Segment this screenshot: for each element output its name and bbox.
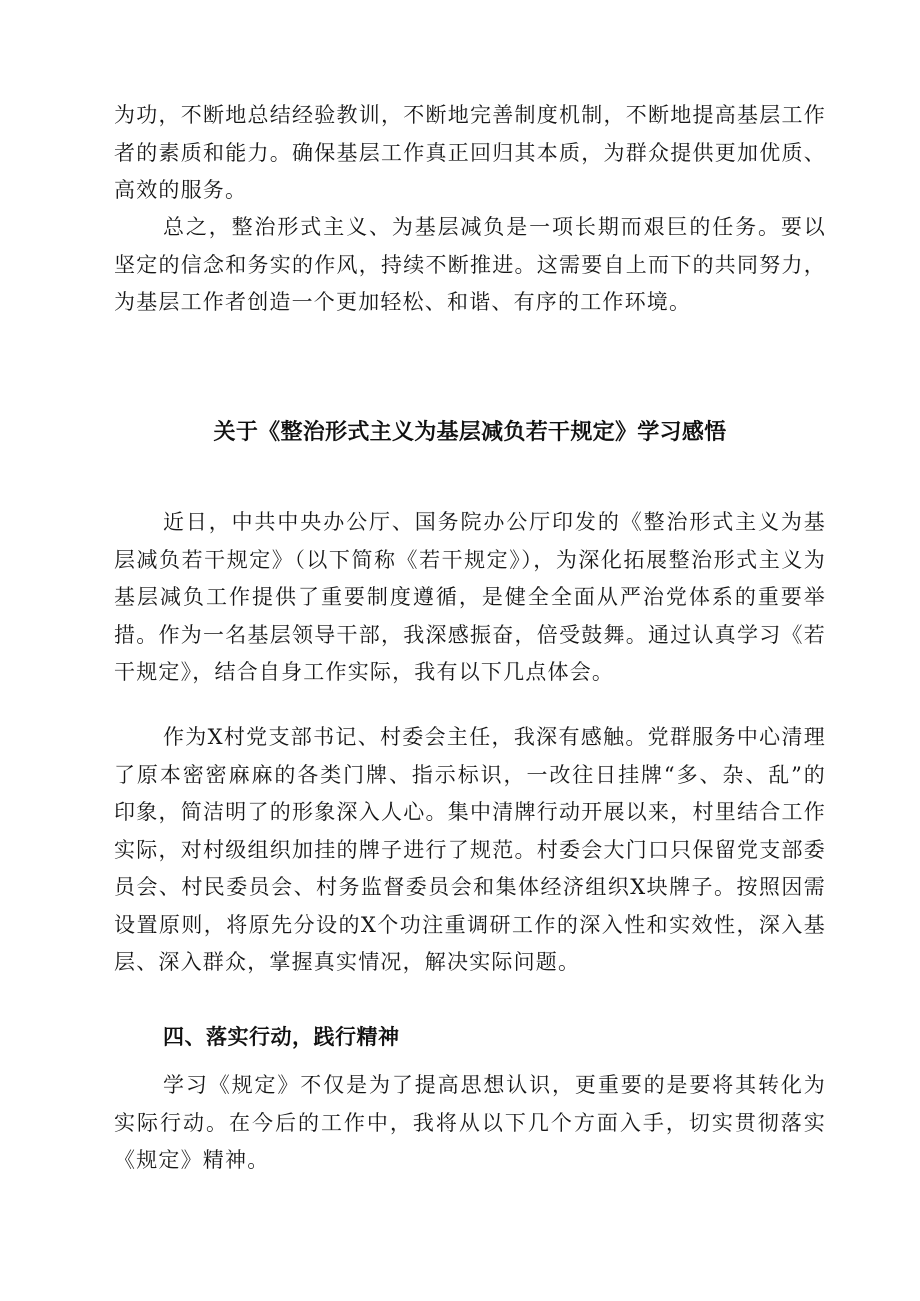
section-heading: 四、落实行动，践行精神	[163, 1025, 400, 1049]
article-title: 关于《整治形式主义为基层减负若干规定》学习感悟	[213, 420, 727, 445]
intro-paragraph: 近日，中共中央办公厅、国务院办公厅印发的《整治形式主义为基层减负若干规定》（以下简称《若干规定》），为深化拓展整治形式主义为基层减负工作提供了重要制度遵循，是健全全面从严治党体系的重要举措。作为一名基层领导干部，我深感振奋，倍受鼓舞。通过认真学习《若干规定》，结合自身工作实际，我有以下几点体会。	[114, 510, 826, 684]
conclusion-paragraph: 总之，整治形式主义、为基层减负是一项长期而艰巨的任务。要以坚定的信念和务实的作风，持续不断推进。这需要自上而下的共同努力，为基层工作者创造一个更加轻松、和谐、有序的工作环境。	[114, 215, 826, 314]
action-paragraph: 学习《规定》不仅是为了提高思想认识，更重要的是要将其转化为实际行动。在今后的工作中，我将从以下几个方面入手，切实贯彻落实《规定》精神。	[114, 1073, 826, 1172]
experience-paragraph: 作为X村党支部书记、村委会主任，我深有感触。党群服务中心清理了原本密密麻麻的各类门牌、指示标识，一改往日挂牌“多、杂、乱”的印象，简洁明了的形象深入人心。集中清牌行动开展以来，村里结合工作实际，对村级组织加挂的牌子进行了规范。村委会大门口只保留党支部委员会、村民委员会、村务监督委员会和集体经济组织X块牌子。按照因需设置原则，将原先分设的X个功注重调研工作的深入性和实效性，深入基层、深入群众，掌握真实情况，解决实际问题。	[114, 725, 826, 974]
continuation-paragraph: 为功，不断地总结经验教训，不断地完善制度机制，不断地提高基层工作者的素质和能力。确保基层工作真正回归其本质，为群众提供更加优质、高效的服务。	[114, 103, 826, 202]
